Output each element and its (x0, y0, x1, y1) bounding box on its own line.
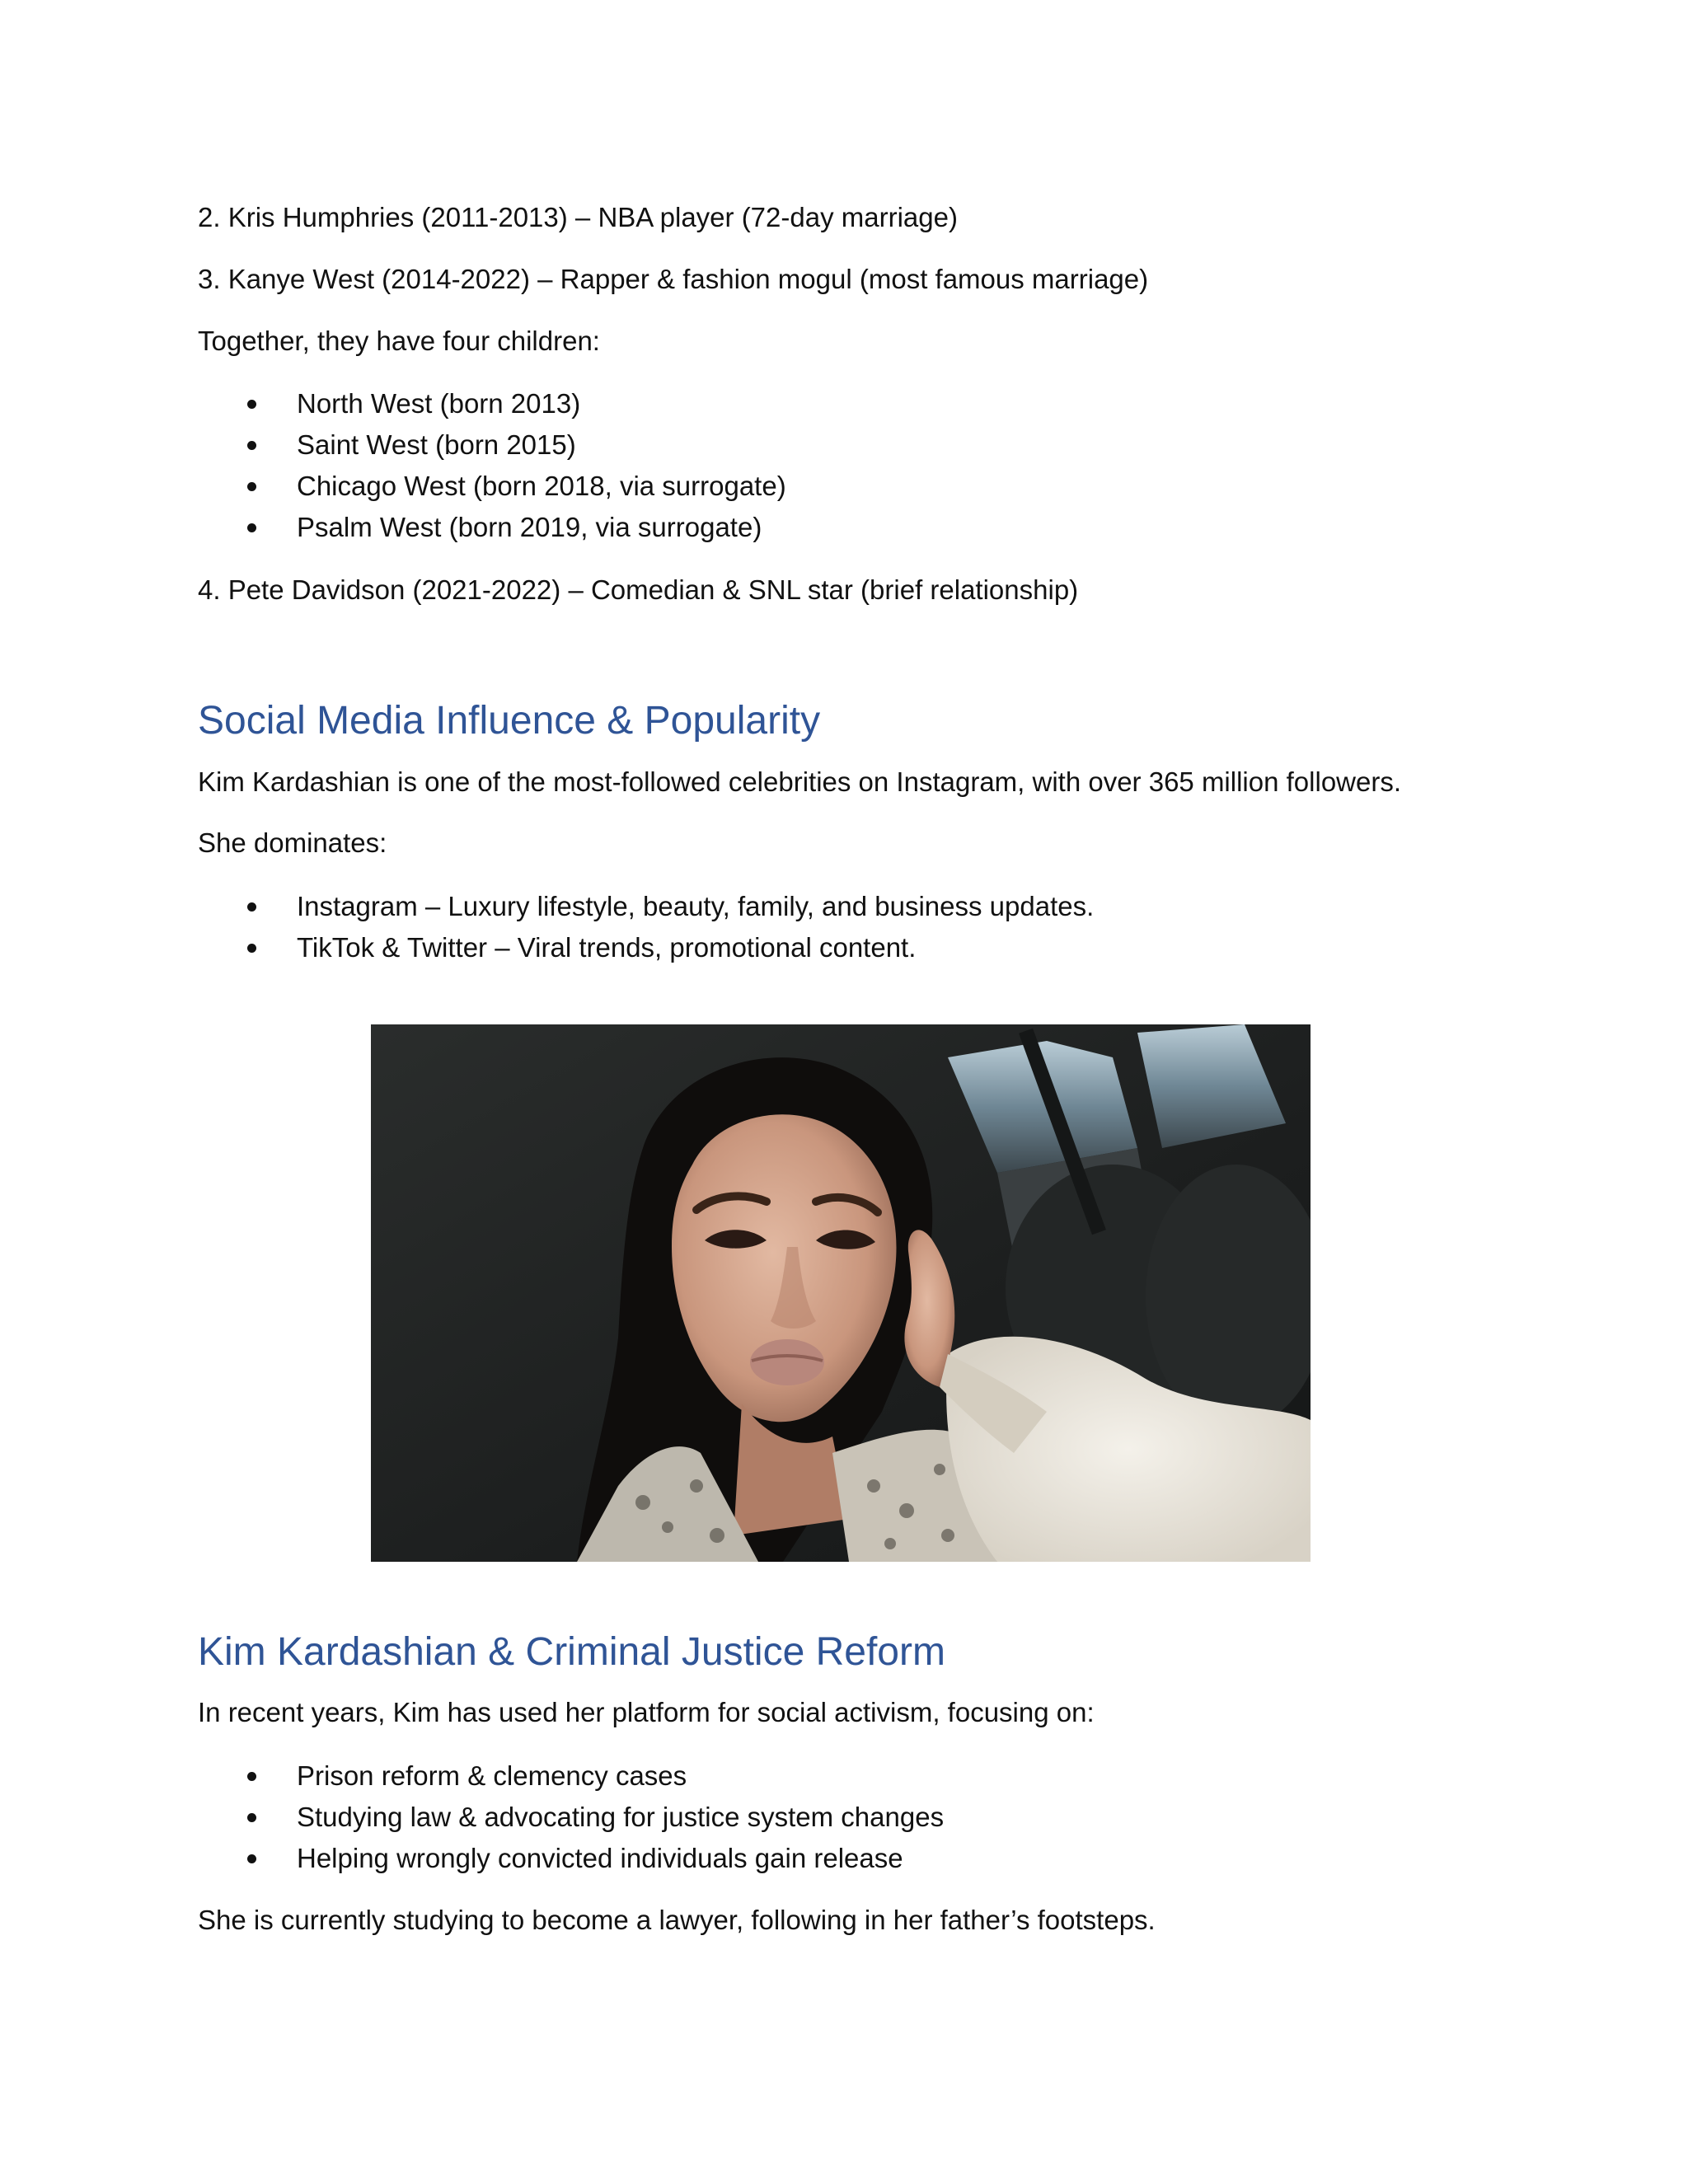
closing-line: She is currently studying to become a lawyer, following in her father’s footsteps. (198, 1905, 1156, 1935)
children-intro: Together, they have four children: (198, 326, 600, 356)
bullet-icon (247, 523, 256, 532)
criminal-justice-intro: In recent years, Kim has used her platform for social activism, focusing on: (198, 1697, 1095, 1727)
selfie-photo (371, 1024, 1311, 1562)
dominates-line: She dominates: (198, 827, 387, 858)
list-item: North West (born 2013) (198, 383, 786, 424)
spouse-2-line: 2. Kris Humphries (2011-2013) – NBA player (72-day marriage) (198, 202, 958, 232)
list-item: Prison reform & clemency cases (198, 1755, 944, 1797)
bullet-icon (247, 902, 256, 912)
justice-focus-list (198, 1755, 944, 1879)
criminal-justice-heading: Kim Kardashian & Criminal Justice Reform (198, 1630, 945, 1674)
list-item: Helping wrongly convicted individuals gain release (198, 1838, 944, 1879)
bullet-icon (247, 482, 256, 491)
list-item: Studying law & advocating for justice system changes (198, 1797, 944, 1838)
list-item: TikTok & Twitter – Viral trends, promotional content. (198, 927, 1094, 968)
list-item: Instagram – Luxury lifestyle, beauty, family, and business updates. (198, 886, 1094, 927)
bullet-icon (247, 400, 256, 409)
bullet-icon (247, 1854, 256, 1863)
list-item: Chicago West (born 2018, via surrogate) (198, 466, 786, 507)
platforms-list (198, 886, 1094, 968)
bullet-icon (247, 944, 256, 953)
bullet-icon (247, 1813, 256, 1822)
social-media-heading: Social Media Influence & Popularity (198, 699, 821, 743)
spouse-3-line: 3. Kanye West (2014-2022) – Rapper & fashion mogul (most famous marriage) (198, 264, 1149, 294)
social-media-intro: Kim Kardashian is one of the most-followed celebrities on Instagram, with over 365 million followers. (198, 766, 1402, 797)
children-list (198, 383, 786, 548)
bullet-icon (247, 1772, 256, 1781)
list-item: Saint West (born 2015) (198, 424, 786, 466)
bullet-icon (247, 441, 256, 450)
list-item: Psalm West (born 2019, via surrogate) (198, 507, 786, 548)
spouse-4-line: 4. Pete Davidson (2021-2022) – Comedian & SNL star (brief relationship) (198, 574, 1079, 605)
